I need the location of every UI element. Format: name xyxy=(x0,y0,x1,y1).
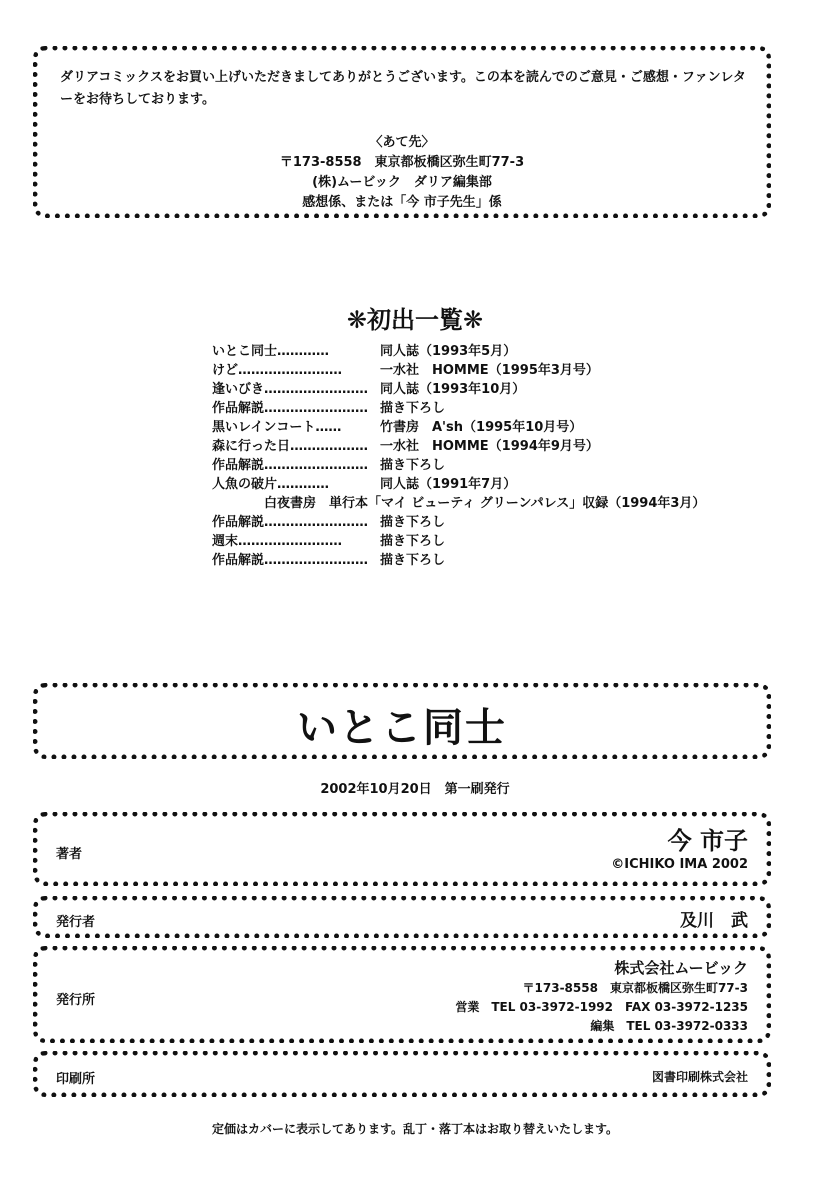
print-date: 2002年10月20日 第一刷発行 xyxy=(320,782,510,797)
message-body: ダリアコミックスをお買い上げいただきましてありがとうございます。この本を読んでのご意見・ご感想・ファンレターをお待ちしております。 xyxy=(60,70,746,107)
address-line-2: (株)ムービック ダリア編集部 xyxy=(312,175,492,190)
list-item-title: けど xyxy=(212,363,239,378)
list-item-source: 描き下ろし xyxy=(380,534,446,549)
address-line-1: 〒173-8558 東京都板橋区弥生町77-3 xyxy=(279,155,525,170)
list-item xyxy=(212,359,599,378)
list-item-source: 一水社 HOMME（1994年9月号） xyxy=(380,439,599,454)
list-item-source: 描き下ろし xyxy=(380,515,446,530)
list-sub-note: 白夜書房 単行本「マイ ビューティ グリーンパレス」収録（1994年3月） xyxy=(264,496,706,511)
publisher-label: 発行者 xyxy=(56,915,96,930)
list-item-dots: …………………… xyxy=(264,515,369,530)
printer-name: 図書印刷株式会社 xyxy=(651,1070,748,1084)
list-item-dots: …………………… xyxy=(264,458,369,473)
list-item-title: 黒いレインコート xyxy=(212,420,316,435)
list-item xyxy=(212,416,583,435)
list-item-title: 作品解説 xyxy=(212,515,265,530)
company-address: 〒173-8558 東京都板橋区弥生町77-3 xyxy=(522,981,748,995)
list-item-title: 作品解説 xyxy=(212,458,265,473)
list-item-source: 同人誌（1991年7月） xyxy=(380,477,517,492)
printer-box xyxy=(33,1051,771,1097)
list-item-dots: …………………… xyxy=(238,363,343,378)
author-name: 今 市子 xyxy=(667,827,748,855)
message-box xyxy=(33,46,771,218)
list-item-source: 描き下ろし xyxy=(380,401,446,416)
author-box xyxy=(33,812,771,886)
list-item-source: 同人誌（1993年5月） xyxy=(380,344,517,359)
list-item-dots: …………………… xyxy=(264,553,369,568)
list-item xyxy=(212,397,446,416)
list-item-source: 描き下ろし xyxy=(380,553,446,568)
copyright-notice: ©ICHIKO IMA 2002 xyxy=(611,857,748,872)
list-item-source: 描き下ろし xyxy=(380,458,446,473)
list-item-dots: ……………… xyxy=(290,439,369,454)
list-item xyxy=(212,454,446,473)
publisher-box xyxy=(33,896,771,938)
publisher-name: 及川 武 xyxy=(680,911,748,931)
list-item xyxy=(212,435,599,454)
list-item-title: 週末 xyxy=(212,534,239,549)
list-item-title: 作品解説 xyxy=(212,553,265,568)
author-label: 著者 xyxy=(56,847,83,862)
list-item-source: 一水社 HOMME（1995年3月号） xyxy=(380,363,599,378)
list-item xyxy=(212,530,446,549)
list-item-title: 逢いびき xyxy=(212,382,265,397)
list-item-title: 作品解説 xyxy=(212,401,265,416)
list-item-dots: …………………… xyxy=(264,401,369,416)
list-item xyxy=(212,340,517,359)
title-box xyxy=(33,683,771,759)
first-appearance-heading: ❋初出一覧❋ xyxy=(346,306,484,334)
price-note: 定価はカバーに表示してあります。乱丁・落丁本はお取り替えいたします。 xyxy=(211,1122,619,1136)
printer-label: 印刷所 xyxy=(56,1072,96,1087)
list-item-title: 人魚の破片 xyxy=(212,477,278,492)
list-item xyxy=(212,473,517,492)
list-item-source: 同人誌（1993年10月） xyxy=(380,382,526,397)
publishing-house-box xyxy=(33,946,771,1043)
company-name: 株式会社ムービック xyxy=(614,959,748,977)
list-item-dots: …………………… xyxy=(264,382,369,397)
list-item xyxy=(212,378,526,397)
publishing-house-label: 発行所 xyxy=(56,993,96,1008)
sales-contact: 営業 TEL 03-3972-1992 FAX 03-3972-1235 xyxy=(455,1000,748,1014)
list-item-title: 森に行った日 xyxy=(212,439,291,454)
list-item-source: 竹書房 A'sh（1995年10月号） xyxy=(380,420,583,435)
list-item xyxy=(212,549,446,568)
list-item-dots: …… xyxy=(315,420,342,435)
list-item-title: いとこ同士 xyxy=(212,344,278,359)
list-item-dots: …………………… xyxy=(238,534,343,549)
address-label: 〈あて先〉 xyxy=(369,135,435,150)
list-item xyxy=(212,511,446,530)
list-item-dots: ………… xyxy=(277,344,330,359)
editorial-contact: 編集 TEL 03-3972-0333 xyxy=(590,1019,748,1033)
list-item-dots: ………… xyxy=(277,477,330,492)
address-line-3: 感想係、または「今 市子先生」係 xyxy=(302,195,502,210)
book-title: いとこ同士 xyxy=(297,705,507,751)
